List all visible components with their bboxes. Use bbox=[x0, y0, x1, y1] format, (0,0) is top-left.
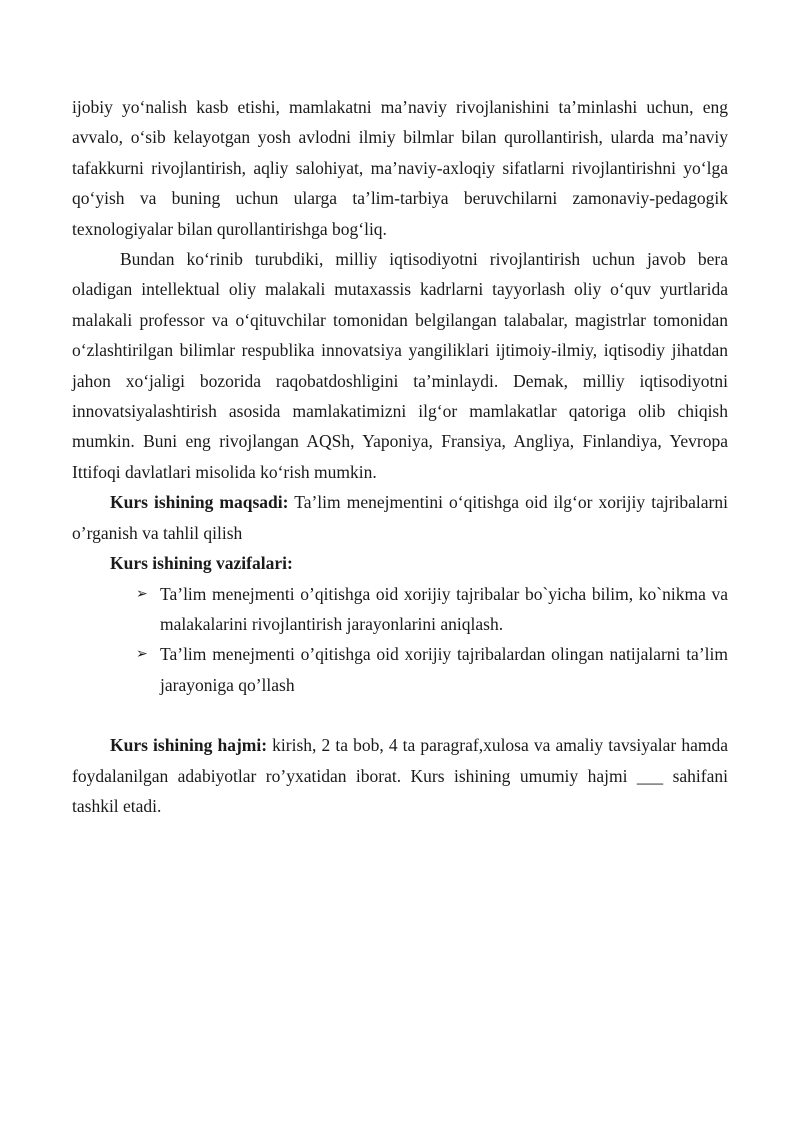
task-text: Ta’lim menejmenti o’qitishga oid xorijiy tajribalardan olingan natijalarni ta’lim jarayoniga qo’llash bbox=[160, 644, 728, 695]
goal-text: Ta’lim menejmentini o‘qitishga oid ilg‘or xorijiy tajribalarni o’rganish va tahlil qilish bbox=[72, 492, 728, 543]
spacer bbox=[72, 700, 728, 730]
volume-paragraph bbox=[72, 730, 728, 821]
goal-paragraph bbox=[72, 487, 728, 548]
paragraph-main: Bundan ko‘rinib turubdiki, milliy iqtisodiyotni rivojlantirish uchun javob bera oladigan intellektual oliy malakali mutaxassis kadrlarni tayyorlash oliy o‘quv yurtlarida malakali professor va o‘qituvchilar tomonidan belgilangan talabalar, magistrlar tomonidan o‘zlashtirilgan bilimlar respublika innovatsiya yangiliklari ijtimoiy-ilmiy, iqtisodiy jihatdan jahon xo‘jaligi bozorida raqobatdoshligini ta’minlaydi. Demak, milliy iqtisodiyotni innovatsiyalashtirish asosida mamlakatimizni ilg‘or mamlakatlar qatoriga olib chiqish mumkin. Buni eng rivojlangan AQSh, Yaponiya, Fransiya, Angliya, Finlandiya, Yevropa Ittifoqi davlatlari misolida ko‘rish mumkin. bbox=[72, 249, 728, 482]
task-text: Ta’lim menejmenti o’qitishga oid xorijiy tajribalar bo`yicha bilim, ko`nikma va malakalarini rivojlantirish jarayonlarini aniqlash. bbox=[160, 583, 728, 634]
document-page bbox=[72, 92, 728, 821]
paragraph-continuation: ijobiy yo‘nalish kasb etishi, mamlakatni ma’naviy rivojlanishini ta’minlashi uchun, eng avvalo, o‘sib kelayotgan yosh avlodni ilmiy bilmlar bilan qurollantirish, ularda ma’naviy tafakkurni rivojlantirish, aqliy salohiyat, ma’naviy-axloqiy sifatlarni rivojlantirishni yo‘lga qo‘yish va buning uchun ularga ta’lim-tarbiya beruvchilarni zamonaviy-pedagogik texnologiyalar bilan qurollantirishga bog‘liq. bbox=[72, 97, 728, 239]
arrowhead-bullet-icon: ➢ bbox=[136, 646, 148, 663]
tasks-heading: Kurs ishining vazifalari: bbox=[110, 553, 293, 574]
tasks-list bbox=[72, 579, 728, 701]
list-item bbox=[136, 579, 728, 640]
goal-label: Kurs ishining maqsadi: bbox=[110, 492, 289, 513]
volume-text: kirish, 2 ta bob, 4 ta paragraf,xulosa va amaliy tavsiyalar hamda foydalanilgan adabiyotlar ro’yxatidan iborat. Kurs ishining umumiy hajmi ___ sahifani tashkil etadi. bbox=[72, 735, 728, 816]
volume-label: Kurs ishining hajmi: bbox=[110, 735, 268, 756]
list-item bbox=[136, 639, 728, 700]
arrowhead-bullet-icon: ➢ bbox=[136, 585, 148, 602]
